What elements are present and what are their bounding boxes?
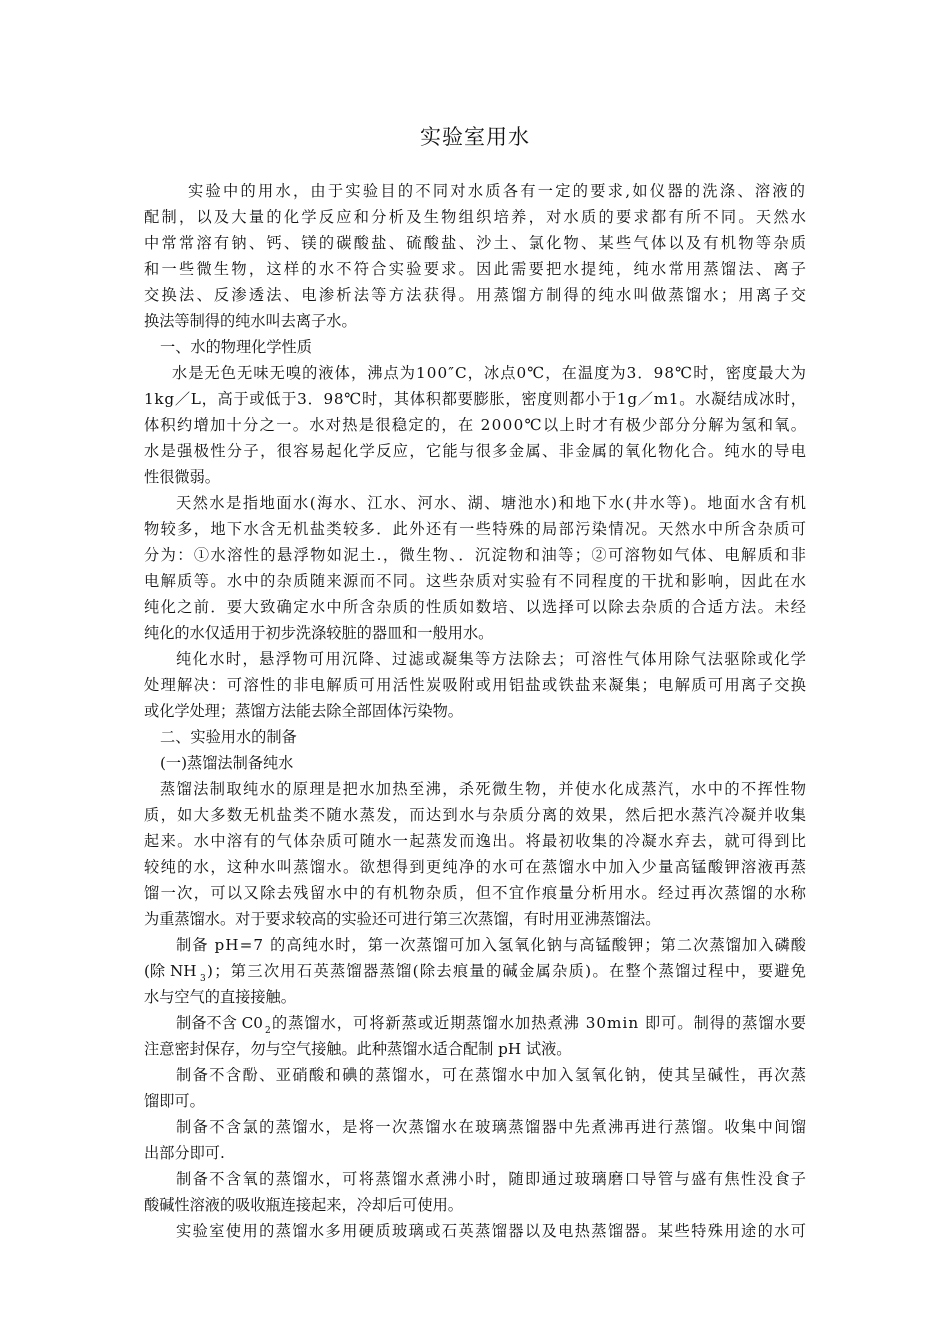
text-line: 或化学处理；蒸馏方法能去除全部固体污染物。	[144, 702, 463, 720]
text-line: 体积约增加十分之一。水对热是很稳定的，在 2000℃以上时才有极少部分分解为氢和氧。	[144, 416, 808, 434]
text-line: 制备 pH=7 的高纯水时，第一次蒸馏可加入氢氧化钠与高锰酸钾；第二次蒸馏加入磷酸	[176, 936, 808, 954]
text-line: 质，如大多数无机盐类不随水蒸发，而达到水与杂质分离的效果，然后把水蒸汽冷凝并收集	[144, 806, 808, 824]
text-line: 交换法、反渗透法、电渗析法等方法获得。用蒸馏方制得的纯水叫做蒸馏水；用离子交	[144, 286, 809, 304]
text-line: 和一些微生物，这样的水不符合实验要求。因此需要把水提纯，纯水常用蒸馏法、离子	[144, 260, 809, 278]
text-line: 处理解决：可溶性的非电解质可用活性炭吸附或用铝盐或铁盐来凝集；电解质可用离子交换	[144, 676, 808, 694]
text-line: 性很微弱。	[144, 468, 220, 486]
text-line: 出部分即可.	[144, 1144, 225, 1162]
text-line: 酸碱性溶液的吸收瓶连接起来，冷却后可使用。	[144, 1196, 463, 1214]
text-line: 注意密封保存，勿与空气接触。此种蒸馏水适合配制 pH 试液。	[144, 1040, 572, 1058]
text-line: 电解质等。水中的杂质随来源而不同。这些杂质对实验有不同程度的干扰和影响，因此在水	[144, 572, 808, 590]
text-line: 纯化水时，悬浮物可用沉降、过滤或凝集等方法除去；可溶性气体用除气法驱除或化学	[176, 650, 808, 668]
text-line: 馏即可。	[144, 1092, 205, 1110]
text-line: 分为：①水溶性的悬浮物如泥土.，微生物、．沉淀物和油等；②可溶物如气体、电解质和非	[144, 546, 808, 564]
text-line: 馏一次，可以又除去残留水中的有机物杂质，但不宜作痕量分析用水。经过再次蒸馏的水称	[144, 884, 808, 902]
text-line: 1kg／L，高于或低于3．98℃时，其体积都要膨胀，密度则都小于1g／m1。水凝结成冰时，	[144, 390, 807, 408]
text-line: 实验室使用的蒸馏水多用硬质玻璃或石英蒸馏器以及电热蒸馏器。某些特殊用途的水可	[176, 1222, 808, 1240]
text-line: 二、实验用水的制备	[160, 728, 297, 746]
text-line: 蒸馏法制取纯水的原理是把水加热至沸，杀死微生物，并使水化成蒸汽，水中的不挥性物	[160, 780, 808, 798]
text-line: 较纯的水，这种水叫蒸馏水。欲想得到更纯净的水可在蒸馏水中加入少量高锰酸钾溶液再蒸	[144, 858, 808, 876]
text-line: 水是无色无味无嗅的液体，沸点为100″C，冰点0℃，在温度为3．98℃时，密度最大为	[172, 364, 808, 382]
text-line: (一)蒸馏法制备纯水	[160, 754, 294, 772]
text-line: )；第三次用石英蒸馏器蒸馏(除去痕量的碱金属杂质)。在整个蒸馏过程中，要避免	[207, 962, 808, 980]
text-line: 换法等制得的纯水叫去离子水。	[144, 312, 357, 330]
text-line: 水与空气的直接接触。	[144, 988, 296, 1006]
text-line: 水是强极性分子，很容易起化学反应，它能与很多金属、非金属的氧化物化合。纯水的导电	[144, 442, 808, 460]
text-line: 制备不含氧的蒸馏水，可将蒸馏水煮沸小时，随即通过玻璃磨口导管与盛有焦性没食子	[176, 1170, 808, 1188]
text-line: 的蒸馏水，可将新蒸或近期蒸馏水加热煮沸 30min 即可。制得的蒸馏水要	[272, 1014, 808, 1032]
subscript-text: 2	[265, 1026, 271, 1036]
text-line: 天然水是指地面水(海水、江水、河水、湖、塘池水)和地下水(井水等)。地面水含有机	[176, 494, 808, 512]
text-line: (除 NH	[144, 962, 197, 980]
text-line: 物较多，地下水含无机盐类较多．此外还有一些特殊的局部污染情况。天然水中所含杂质可	[144, 520, 808, 538]
text-line: 中常常溶有钠、钙、镁的碳酸盐、硫酸盐、沙土、氯化物、某些气体以及有机物等杂质	[144, 234, 809, 252]
text-line: 纯化的水仅适用于初步洗涤较脏的器皿和一般用水。	[144, 624, 494, 642]
text-line: 制备不含氯的蒸馏水，是将一次蒸馏水在玻璃蒸馏器中先煮沸再进行蒸馏。收集中间馏	[176, 1118, 808, 1136]
text-line: 实验中的用水，由于实验目的不同对水质各有一定的要求,如仪器的洗涤、溶液的	[188, 182, 808, 200]
text-line: 为重蒸馏水。对于要求较高的实验还可进行第三次蒸馏，有时用亚沸蒸馏法。	[144, 910, 661, 928]
document-title: 实验室用水	[420, 125, 530, 149]
text-line: 配制，以及大量的化学反应和分析及生物组织培养，对水质的要求都有所不同。天然水	[144, 208, 809, 226]
text-line: 起来。水中溶有的气体杂质可随水一起蒸发而逸出。将最初收集的冷凝水弃去，就可得到比	[144, 832, 808, 850]
subscript-text: 3	[200, 974, 206, 984]
text-line: 制备不含酚、亚硝酸和碘的蒸馏水，可在蒸馏水中加入氢氧化钠，使其呈碱性，再次蒸	[176, 1066, 808, 1084]
text-line: 制备不含 C0	[176, 1014, 263, 1032]
text-line: 一、水的物理化学性质	[160, 338, 312, 356]
text-line: 纯化之前．要大致确定水中所含杂质的性质如数培、以选择可以除去杂质的合适方法。未经	[144, 598, 808, 616]
